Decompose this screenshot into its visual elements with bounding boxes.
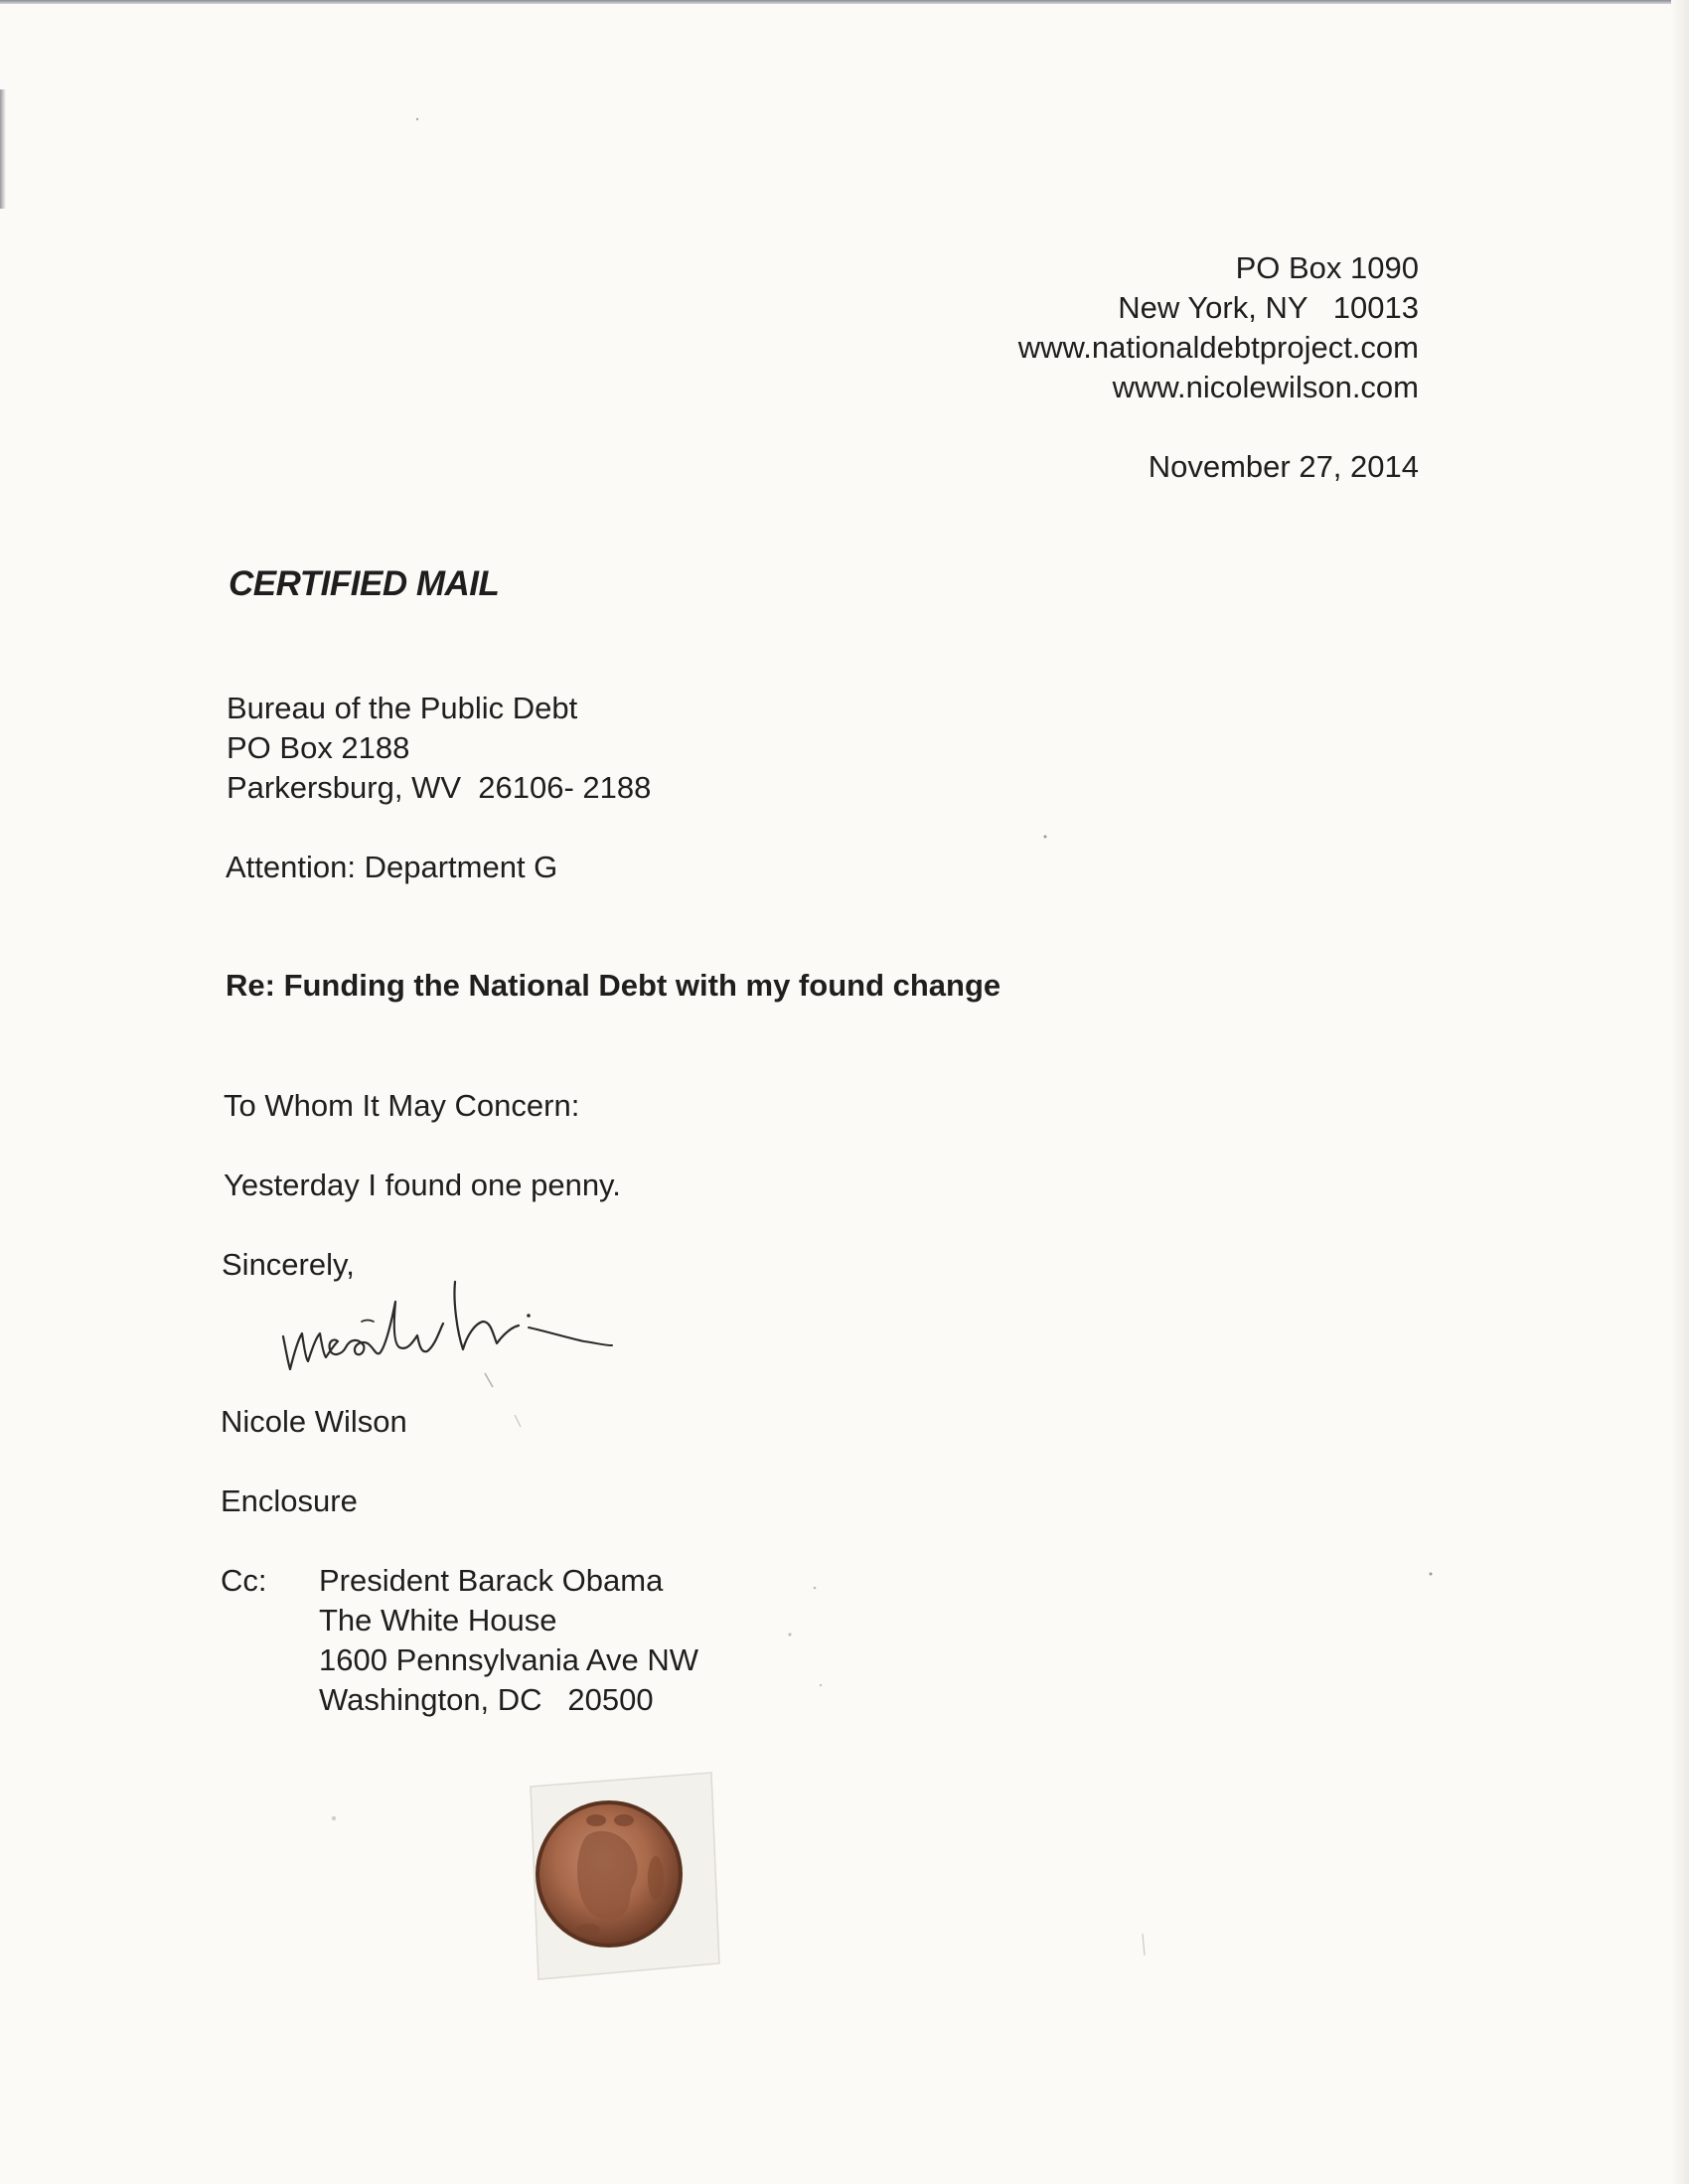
sender-website-1: www.nationaldebtproject.com [1017,330,1419,365]
cc-label: Cc: [221,1563,267,1598]
cc-line-office: The White House [319,1603,557,1638]
recipient-address-line1: PO Box 2188 [227,730,410,765]
letter-body: Yesterday I found one penny. [224,1168,621,1202]
recipient-address-line2: Parkersburg, WV 26106- 2188 [227,770,652,805]
sender-website-2: www.nicolewilson.com [1112,370,1419,404]
cc-line-name: President Barack Obama [319,1563,664,1598]
letter-date: November 27, 2014 [1148,449,1419,484]
sender-address-line2: New York, NY 10013 [1118,290,1419,325]
enclosure-note: Enclosure [221,1483,358,1518]
sender-address-line1: PO Box 1090 [1235,250,1419,285]
closing: Sincerely, [222,1247,355,1282]
subject-line: Re: Funding the National Debt with my found change [226,968,1001,1003]
salutation: To Whom It May Concern: [224,1088,580,1123]
mail-type-heading: CERTIFIED MAIL [229,564,500,603]
recipient-name: Bureau of the Public Debt [227,691,578,725]
cc-line-street: 1600 Pennsylvania Ave NW [319,1642,698,1677]
cc-line-city: Washington, DC 20500 [319,1682,654,1717]
attention-line: Attention: Department G [226,850,558,884]
signer-name: Nicole Wilson [221,1404,407,1439]
